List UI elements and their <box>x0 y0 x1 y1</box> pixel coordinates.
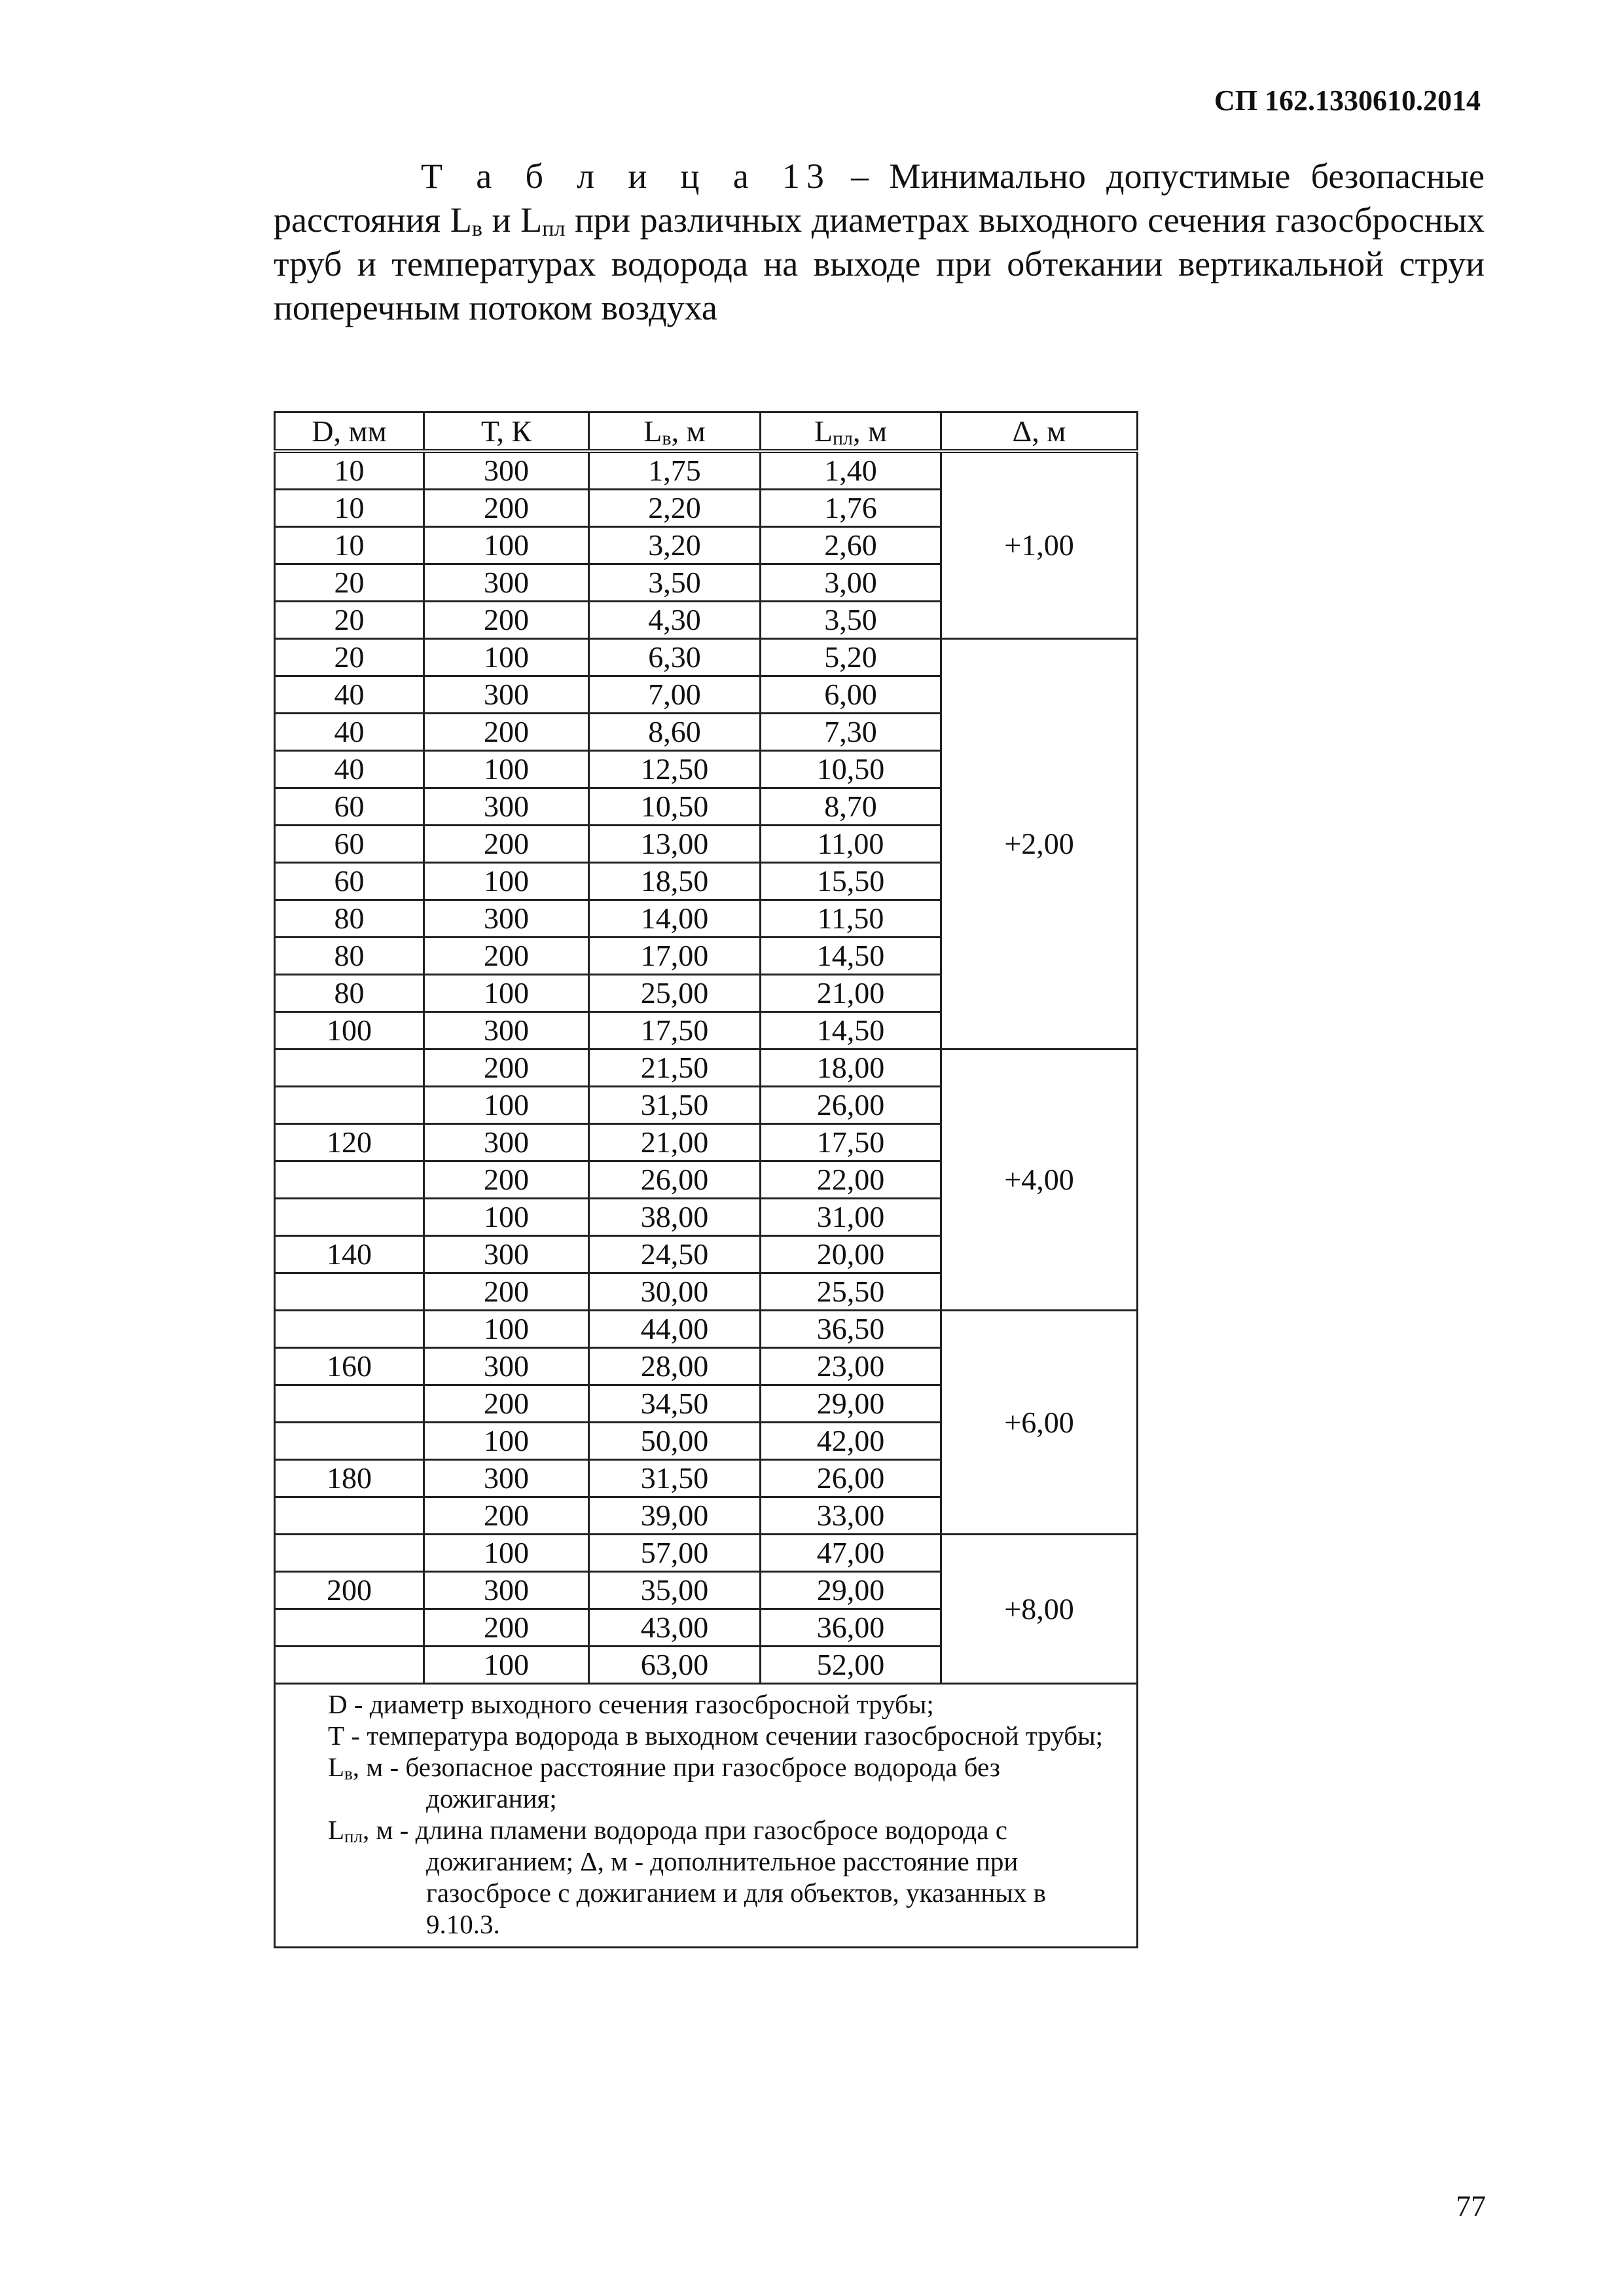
table-label: Т а б л и ц а 13 <box>421 156 831 196</box>
cell-lv: 57,00 <box>589 1535 761 1572</box>
header-delta: Δ, м <box>941 412 1138 452</box>
cell-diameter: 160 <box>275 1348 424 1385</box>
cell-lv: 39,00 <box>589 1497 761 1535</box>
note-lpl-text: , м - длина пламени водорода при газосбросе водорода с дожиганием; Δ, м - дополнительное расстояние при газосбросе с дожиганием и для объектов, указанных в 9.10.3. <box>362 1815 1046 1939</box>
cell-temperature: 300 <box>424 1124 589 1161</box>
cell-temperature: 100 <box>424 1647 589 1684</box>
cell-diameter <box>275 1423 424 1460</box>
cell-lpl: 33,00 <box>761 1497 941 1535</box>
cell-lpl: 21,00 <box>761 975 941 1012</box>
cell-lpl: 26,00 <box>761 1460 941 1497</box>
note-lpl-sub: пл <box>344 1827 363 1846</box>
table-notes <box>275 1684 1138 1948</box>
cell-lv: 3,50 <box>589 564 761 602</box>
cell-diameter <box>275 1161 424 1199</box>
cell-diameter: 200 <box>275 1572 424 1609</box>
cell-lv: 24,50 <box>589 1236 761 1273</box>
cell-lpl: 11,00 <box>761 826 941 863</box>
caption-text-2: и L <box>482 200 543 240</box>
cell-temperature: 200 <box>424 1049 589 1087</box>
cell-lv: 21,50 <box>589 1049 761 1087</box>
table-caption <box>274 155 1485 330</box>
header-lpl-sub: пл <box>832 428 854 449</box>
cell-lpl: 26,00 <box>761 1087 941 1124</box>
cell-diameter: 10 <box>275 490 424 527</box>
cell-temperature: 300 <box>424 676 589 714</box>
cell-lpl: 25,50 <box>761 1273 941 1311</box>
cell-temperature: 300 <box>424 564 589 602</box>
cell-diameter: 20 <box>275 602 424 639</box>
cell-lpl: 42,00 <box>761 1423 941 1460</box>
cell-lpl: 36,50 <box>761 1311 941 1348</box>
cell-lv: 1,75 <box>589 451 761 490</box>
cell-lpl: 3,50 <box>761 602 941 639</box>
caption-text-3: при различных диаметрах выходного сечения газосбросных труб и температурах водорода на выходе при обтекании вертикальной струи поперечным потоком воздуха <box>274 200 1485 327</box>
cell-lv: 44,00 <box>589 1311 761 1348</box>
cell-lv: 8,60 <box>589 714 761 751</box>
cell-temperature: 300 <box>424 788 589 826</box>
cell-diameter <box>275 1535 424 1572</box>
cell-temperature: 300 <box>424 900 589 938</box>
cell-lpl: 10,50 <box>761 751 941 788</box>
cell-diameter: 10 <box>275 451 424 490</box>
cell-lpl: 22,00 <box>761 1161 941 1199</box>
cell-lpl: 14,50 <box>761 1012 941 1049</box>
cell-lv: 43,00 <box>589 1609 761 1647</box>
caption-sub-pl: пл <box>542 217 566 241</box>
cell-temperature: 200 <box>424 490 589 527</box>
header-lv-main: L <box>643 414 662 448</box>
header-lpl <box>761 412 941 452</box>
header-lv-sub: в <box>662 428 672 449</box>
cell-lpl: 11,50 <box>761 900 941 938</box>
cell-delta: +6,00 <box>941 1311 1138 1535</box>
cell-temperature: 200 <box>424 1161 589 1199</box>
cell-lv: 13,00 <box>589 826 761 863</box>
cell-lpl: 31,00 <box>761 1199 941 1236</box>
note-lv-sub: в <box>344 1764 353 1783</box>
cell-lpl: 8,70 <box>761 788 941 826</box>
cell-diameter: 40 <box>275 676 424 714</box>
cell-diameter: 60 <box>275 863 424 900</box>
cell-lpl: 36,00 <box>761 1609 941 1647</box>
cell-lpl: 17,50 <box>761 1124 941 1161</box>
cell-temperature: 100 <box>424 1535 589 1572</box>
cell-diameter: 80 <box>275 975 424 1012</box>
document-code: СП 162.1330610.2014 <box>1214 84 1481 117</box>
cell-diameter: 40 <box>275 714 424 751</box>
cell-diameter: 180 <box>275 1460 424 1497</box>
cell-diameter <box>275 1199 424 1236</box>
cell-lpl: 1,40 <box>761 451 941 490</box>
note-lpl-main: L <box>328 1815 345 1845</box>
cell-temperature: 300 <box>424 451 589 490</box>
cell-lv: 38,00 <box>589 1199 761 1236</box>
cell-lv: 35,00 <box>589 1572 761 1609</box>
cell-lpl: 3,00 <box>761 564 941 602</box>
cell-diameter <box>275 1497 424 1535</box>
cell-lpl: 52,00 <box>761 1647 941 1684</box>
cell-temperature: 200 <box>424 714 589 751</box>
cell-temperature: 200 <box>424 1497 589 1535</box>
cell-lv: 10,50 <box>589 788 761 826</box>
cell-diameter <box>275 1273 424 1311</box>
cell-temperature: 100 <box>424 1199 589 1236</box>
cell-diameter: 100 <box>275 1012 424 1049</box>
cell-temperature: 200 <box>424 938 589 975</box>
notes-row <box>275 1684 1138 1948</box>
table-row <box>275 1535 1138 1572</box>
cell-lv: 26,00 <box>589 1161 761 1199</box>
header-lpl-unit: , м <box>853 414 888 448</box>
cell-lpl: 29,00 <box>761 1385 941 1423</box>
header-lv-unit: , м <box>671 414 706 448</box>
cell-diameter: 60 <box>275 788 424 826</box>
cell-lpl: 47,00 <box>761 1535 941 1572</box>
cell-temperature: 100 <box>424 639 589 676</box>
cell-diameter: 140 <box>275 1236 424 1273</box>
note-lv <box>328 1751 1123 1814</box>
cell-lpl: 1,76 <box>761 490 941 527</box>
cell-lv: 21,00 <box>589 1124 761 1161</box>
table-row <box>275 1049 1138 1087</box>
cell-lv: 31,50 <box>589 1460 761 1497</box>
cell-lv: 12,50 <box>589 751 761 788</box>
cell-lv: 63,00 <box>589 1647 761 1684</box>
table-row <box>275 451 1138 490</box>
cell-lv: 28,00 <box>589 1348 761 1385</box>
cell-lpl: 2,60 <box>761 527 941 564</box>
cell-lpl: 6,00 <box>761 676 941 714</box>
cell-temperature: 100 <box>424 1087 589 1124</box>
cell-diameter: 60 <box>275 826 424 863</box>
cell-diameter: 80 <box>275 900 424 938</box>
cell-temperature: 300 <box>424 1348 589 1385</box>
cell-temperature: 200 <box>424 826 589 863</box>
note-lv-text: , м - безопасное расстояние при газосбросе водорода без дожигания; <box>352 1752 1000 1813</box>
note-t: Т - температура водорода в выходном сечении газосбросной трубы; <box>328 1721 1104 1751</box>
cell-temperature: 200 <box>424 1385 589 1423</box>
cell-lv: 6,30 <box>589 639 761 676</box>
cell-lv: 2,20 <box>589 490 761 527</box>
cell-lv: 3,20 <box>589 527 761 564</box>
cell-lpl: 5,20 <box>761 639 941 676</box>
cell-delta: +4,00 <box>941 1049 1138 1311</box>
cell-delta: +8,00 <box>941 1535 1138 1684</box>
cell-lpl: 7,30 <box>761 714 941 751</box>
note-lv-main: L <box>328 1752 345 1782</box>
cell-temperature: 100 <box>424 751 589 788</box>
cell-diameter <box>275 1049 424 1087</box>
cell-temperature: 300 <box>424 1236 589 1273</box>
cell-temperature: 200 <box>424 1609 589 1647</box>
cell-temperature: 100 <box>424 1311 589 1348</box>
cell-temperature: 300 <box>424 1012 589 1049</box>
cell-lv: 7,00 <box>589 676 761 714</box>
cell-lv: 17,50 <box>589 1012 761 1049</box>
caption-sub-v: в <box>471 217 482 241</box>
caption-text-1: – Минимально допустимые безопасные расстояния L <box>274 156 1485 240</box>
table-row <box>275 1311 1138 1348</box>
cell-lpl: 14,50 <box>761 938 941 975</box>
cell-diameter: 40 <box>275 751 424 788</box>
cell-temperature: 100 <box>424 527 589 564</box>
cell-lv: 17,00 <box>589 938 761 975</box>
note-lpl <box>328 1814 1123 1940</box>
cell-diameter: 20 <box>275 564 424 602</box>
header-diameter: D, мм <box>275 412 424 452</box>
cell-temperature: 200 <box>424 1273 589 1311</box>
cell-lpl: 23,00 <box>761 1348 941 1385</box>
cell-diameter <box>275 1647 424 1684</box>
cell-lv: 25,00 <box>589 975 761 1012</box>
cell-temperature: 100 <box>424 975 589 1012</box>
page-number: 77 <box>1456 2189 1486 2223</box>
cell-diameter: 80 <box>275 938 424 975</box>
table-body <box>275 451 1138 1684</box>
cell-delta: +1,00 <box>941 451 1138 639</box>
header-row <box>275 412 1138 452</box>
cell-temperature: 300 <box>424 1460 589 1497</box>
cell-diameter <box>275 1311 424 1348</box>
cell-lv: 34,50 <box>589 1385 761 1423</box>
cell-temperature: 200 <box>424 602 589 639</box>
cell-lv: 18,50 <box>589 863 761 900</box>
header-lpl-main: L <box>814 414 833 448</box>
cell-lv: 30,00 <box>589 1273 761 1311</box>
cell-diameter <box>275 1385 424 1423</box>
cell-lv: 50,00 <box>589 1423 761 1460</box>
header-lv <box>589 412 761 452</box>
cell-diameter <box>275 1609 424 1647</box>
header-temperature: Т, К <box>424 412 589 452</box>
cell-lpl: 20,00 <box>761 1236 941 1273</box>
cell-lv: 4,30 <box>589 602 761 639</box>
cell-delta: +2,00 <box>941 639 1138 1049</box>
cell-diameter <box>275 1087 424 1124</box>
note-d: D - диаметр выходного сечения газосбросной трубы; <box>328 1689 934 1719</box>
cell-diameter: 120 <box>275 1124 424 1161</box>
cell-lpl: 18,00 <box>761 1049 941 1087</box>
cell-lv: 14,00 <box>589 900 761 938</box>
table-row <box>275 639 1138 676</box>
cell-temperature: 100 <box>424 863 589 900</box>
cell-temperature: 300 <box>424 1572 589 1609</box>
cell-diameter: 20 <box>275 639 424 676</box>
cell-lpl: 15,50 <box>761 863 941 900</box>
cell-temperature: 100 <box>424 1423 589 1460</box>
cell-diameter: 10 <box>275 527 424 564</box>
cell-lpl: 29,00 <box>761 1572 941 1609</box>
safe-distance-table <box>274 411 1138 1948</box>
cell-lv: 31,50 <box>589 1087 761 1124</box>
